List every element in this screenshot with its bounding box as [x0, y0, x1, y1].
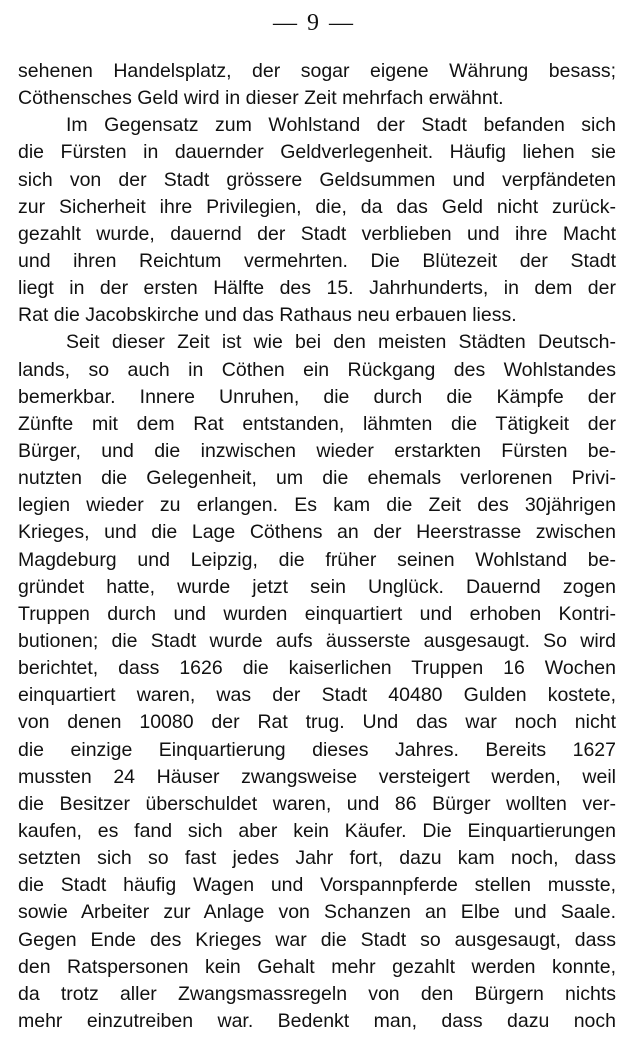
text-line: von denen 10080 der Rat trug. Und das war noch nicht [18, 711, 616, 734]
text-line: Seit dieser Zeit ist wie bei den meisten Städten Deutsch- [66, 331, 616, 354]
text-line: die Besitzer überschuldet waren, und 86 Bürger wollten ver- [18, 792, 616, 815]
text-line: die Fürsten in dauernder Geldverlegenheit. Häufig liehen sie [18, 141, 616, 164]
text-line: gründet hatte, wurde jetzt sein Unglück. Dauernd zogen [18, 575, 616, 598]
text-line: da trotz aller Zwangsmassregeln von den Bürgern nichts [18, 982, 616, 1005]
text-line: den Ratspersonen kein Gehalt mehr gezahlt werden konnte, [18, 955, 616, 978]
text-line: gezahlt wurde, dauernd der Stadt verblieben und ihre Macht [18, 222, 616, 245]
text-line: die Stadt häufig Wagen und Vorspannpferde stellen musste, [18, 874, 616, 897]
text-line: butionen; die Stadt wurde aufs äusserste ausgesaugt. So wird [18, 629, 616, 652]
text-line: berichtet, dass 1626 die kaiserlichen Truppen 16 Wochen [18, 657, 616, 680]
text-line: Truppen durch und wurden einquartiert und erhoben Kontri- [18, 602, 616, 625]
text-line: Magdeburg und Leipzig, die früher seinen Wohlstand be- [18, 548, 616, 571]
text-line: lands, so auch in Cöthen ein Rückgang des Wohlstandes [18, 358, 616, 381]
text-line: liegt in der ersten Hälfte des 15. Jahrhunderts, in dem der [18, 277, 616, 300]
page-number: — 9 — [273, 10, 355, 36]
text-line: sich von der Stadt grössere Geldsummen und verpfändeten [18, 168, 616, 191]
text-line: setzten sich so fast jedes Jahr fort, dazu kam noch, dass [18, 847, 616, 870]
text-line: mehr einzutreiben war. Bedenkt man, dass dazu noch [18, 1009, 616, 1032]
text-line: mussten 24 Häuser zwangsweise versteigert werden, weil [18, 765, 616, 788]
text-line: die einzige Einquartierung dieses Jahres. Bereits 1627 [18, 738, 616, 761]
text-line: legien wieder zu erlangen. Es kam die Zeit des 30jährigen [18, 494, 616, 517]
text-line: und ihren Reichtum vermehrten. Die Blütezeit der Stadt [18, 249, 616, 272]
text-line: Krieges, und die Lage Cöthens an der Heerstrasse zwischen [18, 521, 616, 544]
text-line: Cöthensches Geld wird in dieser Zeit mehrfach erwähnt. [18, 87, 504, 110]
text-line: sowie Arbeiter zur Anlage von Schanzen an Elbe und Saale. [18, 901, 616, 924]
text-line: Im Gegensatz zum Wohlstand der Stadt befanden sich [66, 114, 616, 137]
text-line: Gegen Ende des Krieges war die Stadt so ausgesaugt, dass [18, 928, 616, 951]
text-line: sehenen Handelsplatz, der sogar eigene Währung besass; [18, 60, 616, 82]
text-line: einquartiert waren, was der Stadt 40480 Gulden kostete, [18, 684, 616, 707]
text-line: Bürger, und die inzwischen wieder erstarkten Fürsten be- [18, 439, 616, 462]
text-line: bemerkbar. Innere Unruhen, die durch die Kämpfe der [18, 385, 616, 408]
text-line: Rat die Jacobskirche und das Rathaus neu erbauen liess. [18, 304, 517, 327]
body-text [18, 58, 616, 1035]
text-line: kaufen, es fand sich aber kein Käufer. Die Einquartierungen [18, 819, 616, 842]
text-line: Zünfte mit dem Rat entstanden, lähmten die Tätigkeit der [18, 412, 616, 435]
text-line: zur Sicherheit ihre Privilegien, die, da das Geld nicht zurück- [18, 195, 616, 218]
text-line: nutzten die Gelegenheit, um die ehemals verlorenen Privi- [18, 467, 616, 490]
